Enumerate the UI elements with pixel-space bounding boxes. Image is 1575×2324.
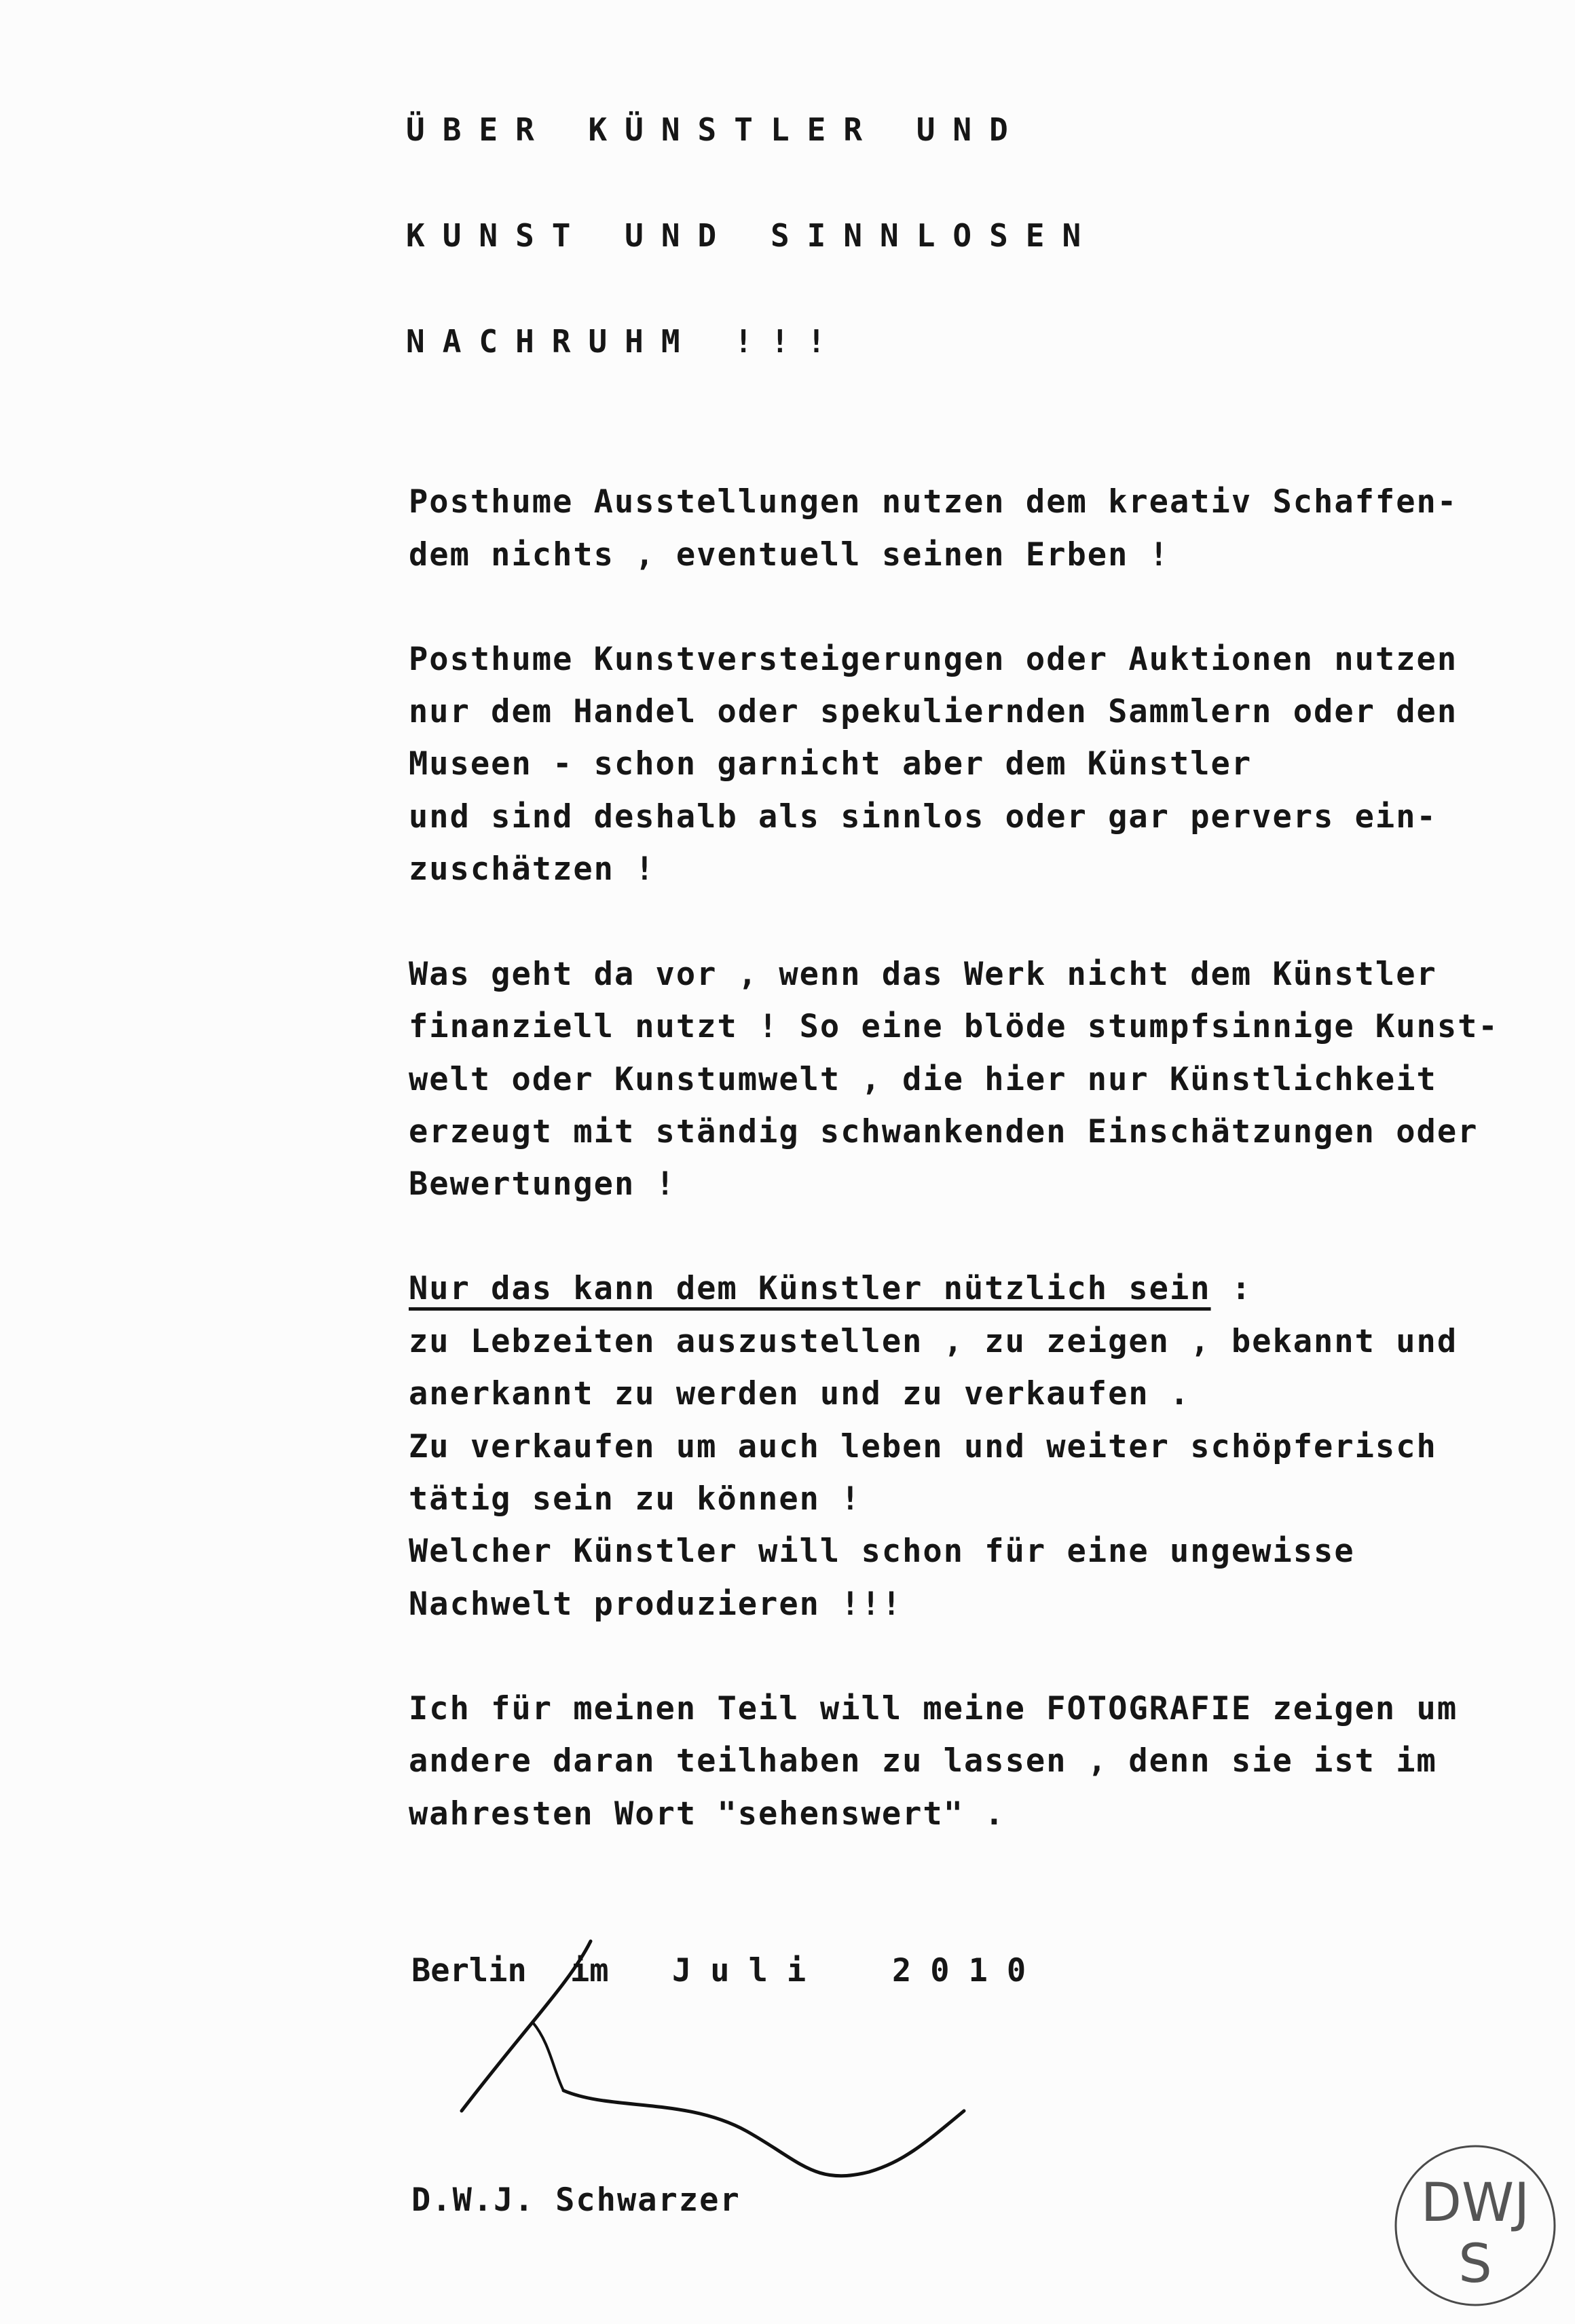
paragraph-4-line-3: Zu verkaufen um auch leben und weiter schöpferisch — [409, 1428, 1437, 1465]
paragraph-4-line-6: Nachwelt produzieren !!! — [409, 1586, 903, 1623]
typed-signature-name: D.W.J. Schwarzer — [411, 2181, 741, 2219]
dateline-month: Juli — [672, 1952, 826, 1989]
paragraph-2-line-1: Posthume Kunstversteigerungen oder Auktionen nutzen — [409, 641, 1458, 678]
paragraph-5-line-2: andere daran teilhaben zu lassen , denn sie ist im — [409, 1742, 1437, 1780]
paragraph-5-line-1: Ich für meinen Teil will meine FOTOGRAFIE zeigen um — [409, 1690, 1458, 1727]
stamp-line-2: S — [1458, 2234, 1492, 2295]
paragraph-2-line-4: und sind deshalb als sinnlos oder gar pervers ein- — [409, 798, 1437, 836]
stamp-line-1: DWJ — [1420, 2173, 1530, 2234]
paragraph-1-line-2: dem nichts , eventuell seinen Erben ! — [409, 536, 1170, 574]
dateline-place: Berlin — [411, 1952, 527, 1989]
title-line-3: NACHRUHM !!! — [406, 323, 844, 360]
paragraph-3-line-1: Was geht da vor , wenn das Werk nicht dem Künstler — [409, 956, 1437, 993]
paragraph-2-line-2: nur dem Handel oder spekuliernden Sammlern oder den — [409, 693, 1458, 730]
paragraph-4-line-1: zu Lebzeiten auszustellen , zu zeigen , bekannt und — [409, 1323, 1458, 1360]
dateline-year: 2010 — [892, 1952, 1045, 1989]
paragraph-2-line-5: zuschätzen ! — [409, 850, 656, 888]
paragraph-3-line-5: Bewertungen ! — [409, 1165, 676, 1203]
title-line-1: ÜBER KÜNSTLER UND — [406, 111, 1026, 148]
paragraph-3-line-4: erzeugt mit ständig schwankenden Einschätzungen oder — [409, 1113, 1479, 1150]
paragraph-3-line-3: welt oder Kunstumwelt , die hier nur Künstlichkeit — [409, 1061, 1437, 1098]
paragraph-5-line-3: wahresten Wort "sehenswert" . — [409, 1795, 1005, 1833]
paragraph-4-heading — [409, 1270, 1252, 1307]
paragraph-1-line-1: Posthume Ausstellungen nutzen dem kreativ Schaffen- — [409, 483, 1458, 521]
paragraph-4-line-5: Welcher Künstler will schon für eine ungewisse — [409, 1533, 1355, 1570]
paragraph-2-line-3: Museen - schon garnicht aber dem Künstler — [409, 745, 1253, 783]
heading-colon: : — [1210, 1270, 1253, 1307]
title-line-2: KUNST UND SINNLOSEN — [406, 217, 1099, 254]
paragraph-4-line-2: anerkannt zu werden und zu verkaufen . — [409, 1375, 1191, 1412]
paragraph-4-line-4: tätig sein zu können ! — [409, 1480, 861, 1518]
dateline-word: im — [570, 1952, 609, 1989]
paragraph-3-line-2: finanziell nutzt ! So eine blöde stumpfsinnige Kunst- — [409, 1008, 1499, 1045]
monogram-stamp — [1390, 2141, 1560, 2310]
emphasis-underlined-heading: Nur das kann dem Künstler nützlich sein — [409, 1270, 1211, 1307]
